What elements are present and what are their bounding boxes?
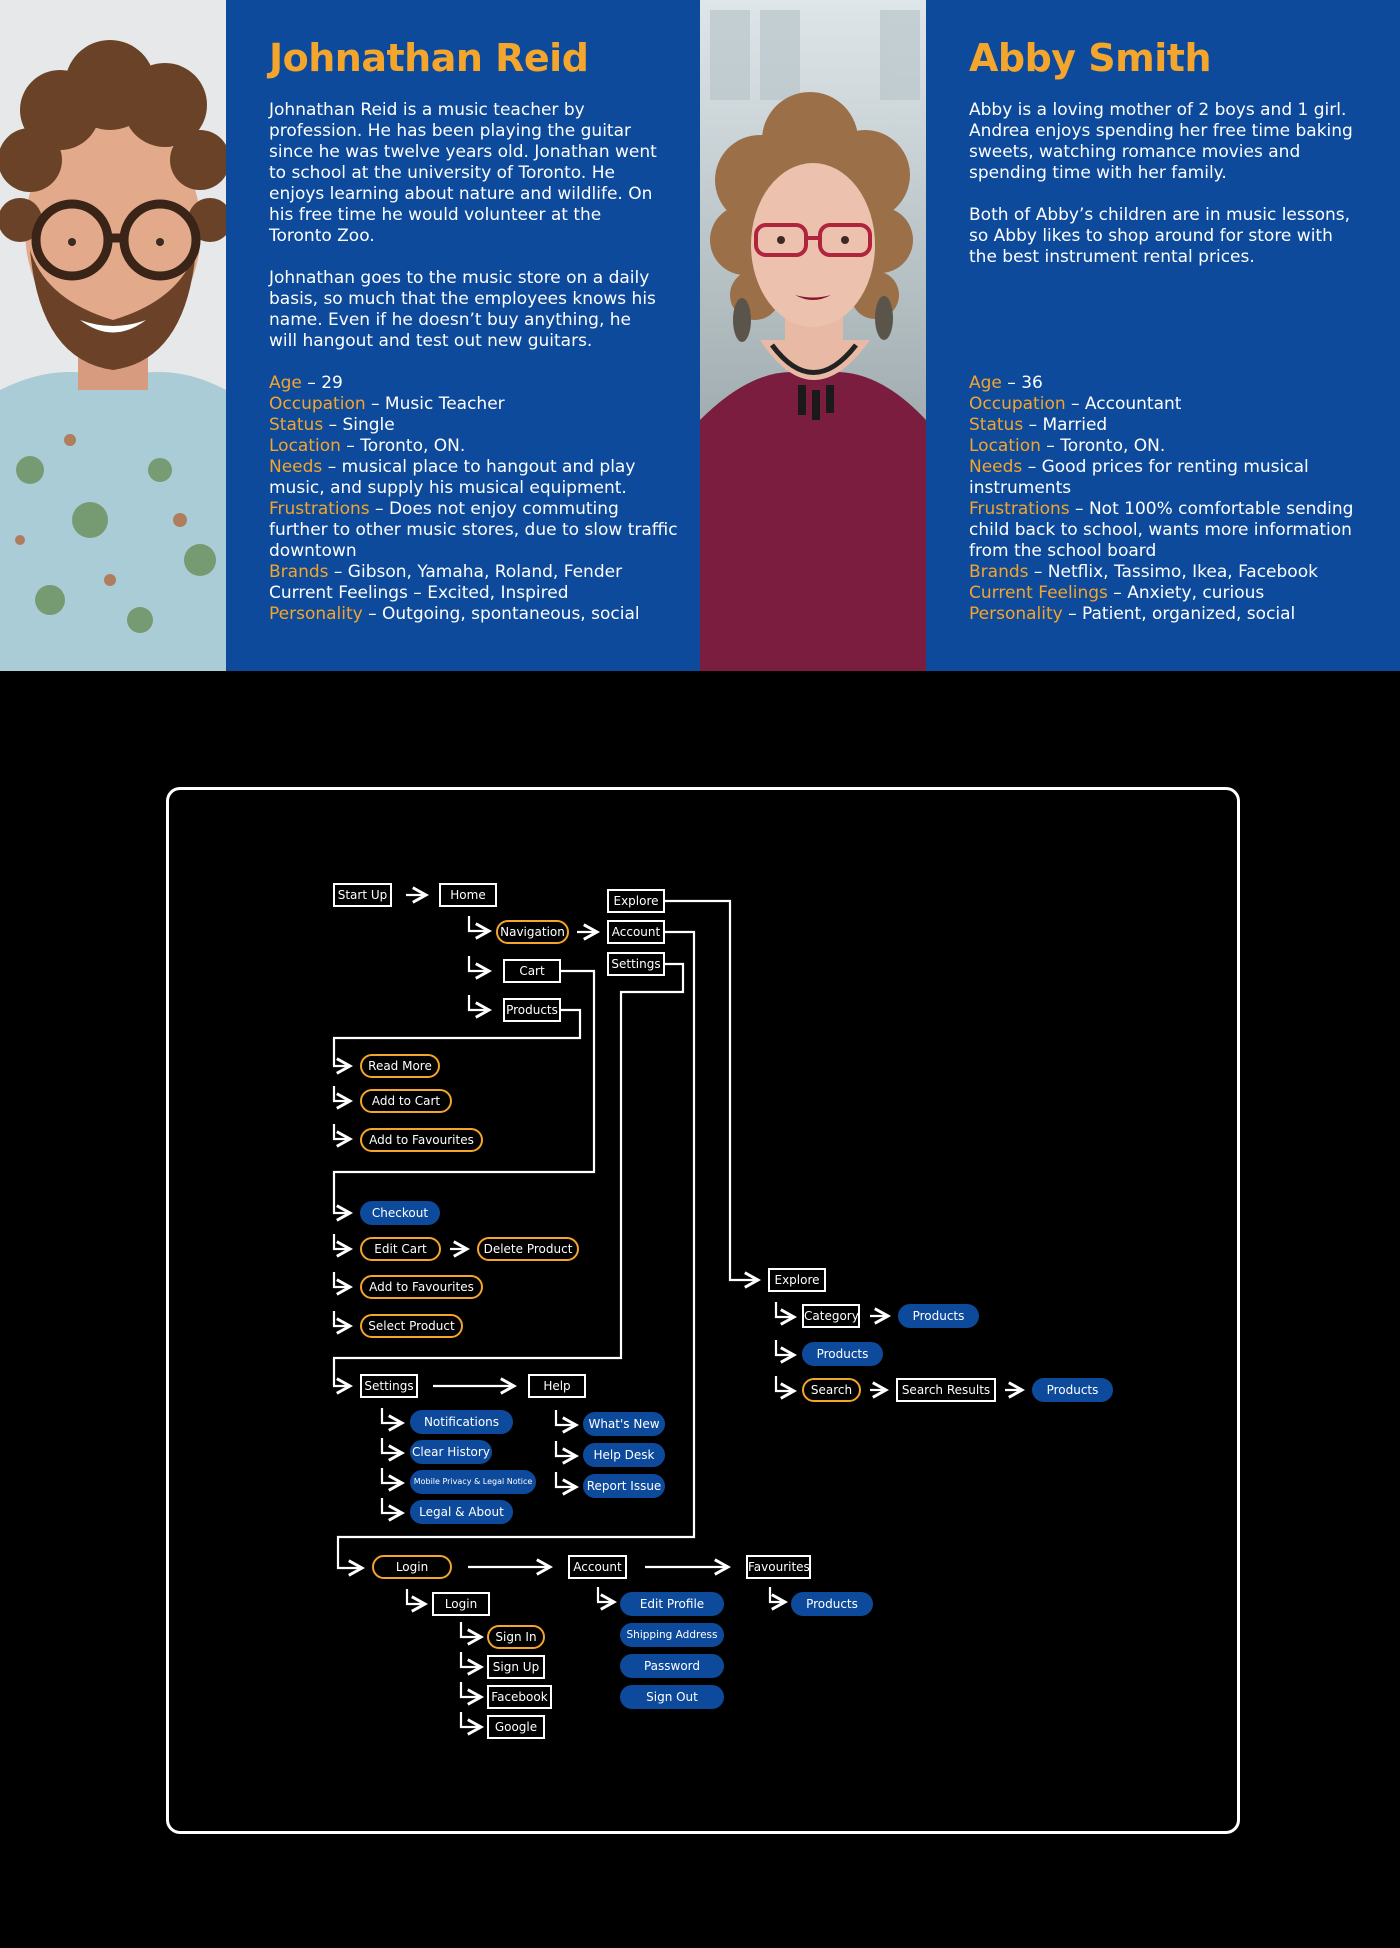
fact-key: Location [269,436,341,456]
branch-arrow [556,1441,576,1456]
node-add-fav-1: Add to Favourites [360,1128,483,1152]
node-read-more: Read More [360,1054,440,1078]
branch-arrow [776,1340,794,1355]
fact-value: – Netflix, Tassimo, Ikea, Facebook [1028,562,1318,582]
explore-link [665,901,758,1280]
node-delete-product: Delete Product [477,1237,579,1261]
node-home: Home [439,883,497,907]
fact-key: Status [969,415,1024,435]
branch-arrow [461,1682,481,1697]
fact-key: Current Feelings [969,583,1108,603]
branch-arrow [334,1272,350,1287]
node-products-fav: Products [791,1592,873,1616]
fact-value: – Toronto, ON. [340,436,466,456]
node-settings-sub: Settings [360,1374,418,1398]
fact-value: – Gibson, Yamaha, Roland, Fender [328,562,623,582]
fact-key: Brands [269,562,329,582]
branch-arrow [382,1408,402,1423]
node-facebook: Facebook [487,1685,552,1709]
node-favourites: Favourites [746,1555,811,1579]
node-add-fav-2: Add to Favourites [360,1275,483,1299]
branch-arrow [334,1311,350,1326]
branch-arrow [770,1587,785,1602]
branch-arrow [334,1124,350,1139]
branch-arrow [382,1438,402,1453]
branch-arrow [334,1086,350,1101]
node-password: Password [620,1654,724,1678]
node-help-desk: Help Desk [583,1443,665,1467]
fact-key: Age [269,373,302,393]
node-add-to-cart: Add to Cart [360,1089,452,1113]
fact-key: Current Feelings [269,583,408,603]
fact-value: – Good prices for renting musical instruments [969,457,1309,498]
fact-value: – 29 [301,373,343,393]
fact-key: Occupation [269,394,366,414]
fact-value: – Married [1023,415,1108,435]
node-cart: Cart [503,959,561,983]
node-products-cat: Products [898,1304,979,1328]
fact-key: Needs [969,457,1023,477]
node-navigation: Navigation [496,920,569,944]
branch-arrow [382,1468,402,1483]
branch-arrow [469,916,489,931]
fact-key: Frustrations [269,499,370,519]
node-help: Help [528,1374,586,1398]
fact-value: – Excited, Inspired [407,583,569,603]
fact-key: Needs [269,457,323,477]
branch-arrow [461,1652,481,1667]
fact-value: – musical place to hangout and play music, and supply his musical equipment. [269,457,636,498]
persona-bio: Both of Abby’s children are in music lessons, so Abby likes to shop around for store with the best instrument rental prices. [969,205,1351,267]
node-login-box: Login [432,1592,490,1616]
persona-bio: Johnathan Reid is a music teacher by profession. He has been playing the guitar since he was twelve years old. Jonathan went to school at the university of Toronto. He enjoys learning about nature and wildlife. On his free time he would volunteer at the Toronto Zoo. [269,100,657,246]
node-clear-history: Clear History [410,1440,492,1464]
node-search-results: Search Results [896,1378,996,1402]
persona-name: Abby Smith [969,36,1212,80]
fact-key: Age [969,373,1002,393]
node-checkout: Checkout [360,1201,440,1225]
fact-value: – Toronto, ON. [1040,436,1166,456]
node-sign-out: Sign Out [620,1685,724,1709]
node-account-sub: Account [568,1555,627,1579]
persona-name: Johnathan Reid [269,36,589,80]
persona-bio: Johnathan goes to the music store on a daily basis, so much that the employees knows his name. Even if he doesn’t buy anything, he will hangout and test out new guitars. [269,268,656,351]
branch-arrow [407,1589,425,1604]
fact-value: – Music Teacher [365,394,505,414]
fact-key: Personality [269,604,363,624]
node-google: Google [487,1715,545,1739]
node-sign-up: Sign Up [487,1655,545,1679]
branch-arrow [556,1472,576,1487]
node-products-exp: Products [802,1342,883,1366]
fact-value: – 36 [1001,373,1043,393]
node-shipping: Shipping Address [620,1623,724,1647]
node-sign-in: Sign In [487,1625,545,1649]
fact-key: Personality [969,604,1063,624]
branch-arrow [461,1622,481,1637]
fact-value: – Outgoing, spontaneous, social [362,604,640,624]
persona-bio: Abby is a loving mother of 2 boys and 1 girl. Andrea enjoys spending her free time baking sweets, watching romance movies and spending time with her family. [969,100,1353,183]
fact-value: – Accountant [1065,394,1182,414]
fact-key: Brands [969,562,1029,582]
branch-arrow [334,1234,350,1249]
node-account-top: Account [607,920,665,944]
node-edit-profile: Edit Profile [620,1592,724,1616]
branch-arrow [382,1498,402,1513]
node-legal-about: Legal & About [410,1500,513,1524]
fact-key: Occupation [969,394,1066,414]
node-search: Search [802,1378,861,1402]
node-products-home: Products [503,998,561,1022]
fact-value: – Anxiety, curious [1107,583,1265,603]
node-whats-new: What's New [583,1412,665,1436]
node-explore-mid: Explore [768,1268,826,1292]
fact-value: – Not 100% comfortable sending child back to school, wants more information from the school board [969,499,1354,561]
node-category: Category [802,1304,860,1328]
branch-arrow [469,956,489,971]
node-explore-top: Explore [607,889,665,913]
fact-value: – Single [323,415,395,435]
branch-arrow [598,1587,614,1602]
branch-arrow [469,995,489,1010]
fact-value: – Does not enjoy commuting further to other music stores, due to slow traffic downtown [269,499,678,561]
branch-arrow [556,1410,576,1425]
node-startup: Start Up [333,883,392,907]
fact-value: – Patient, organized, social [1062,604,1296,624]
node-select-product: Select Product [360,1314,463,1338]
fact-key: Frustrations [969,499,1070,519]
branch-arrow [776,1302,794,1317]
node-notifications: Notifications [410,1410,513,1434]
branch-arrow [776,1376,794,1391]
node-report-issue: Report Issue [583,1474,665,1498]
node-settings-top: Settings [607,952,665,976]
node-edit-cart: Edit Cart [360,1237,441,1261]
fact-key: Location [969,436,1041,456]
fact-key: Status [269,415,324,435]
node-products-search: Products [1032,1378,1113,1402]
node-privacy: Mobile Privacy & Legal Notice [410,1470,536,1494]
node-login-pill: Login [372,1555,452,1579]
branch-arrow [461,1712,481,1727]
